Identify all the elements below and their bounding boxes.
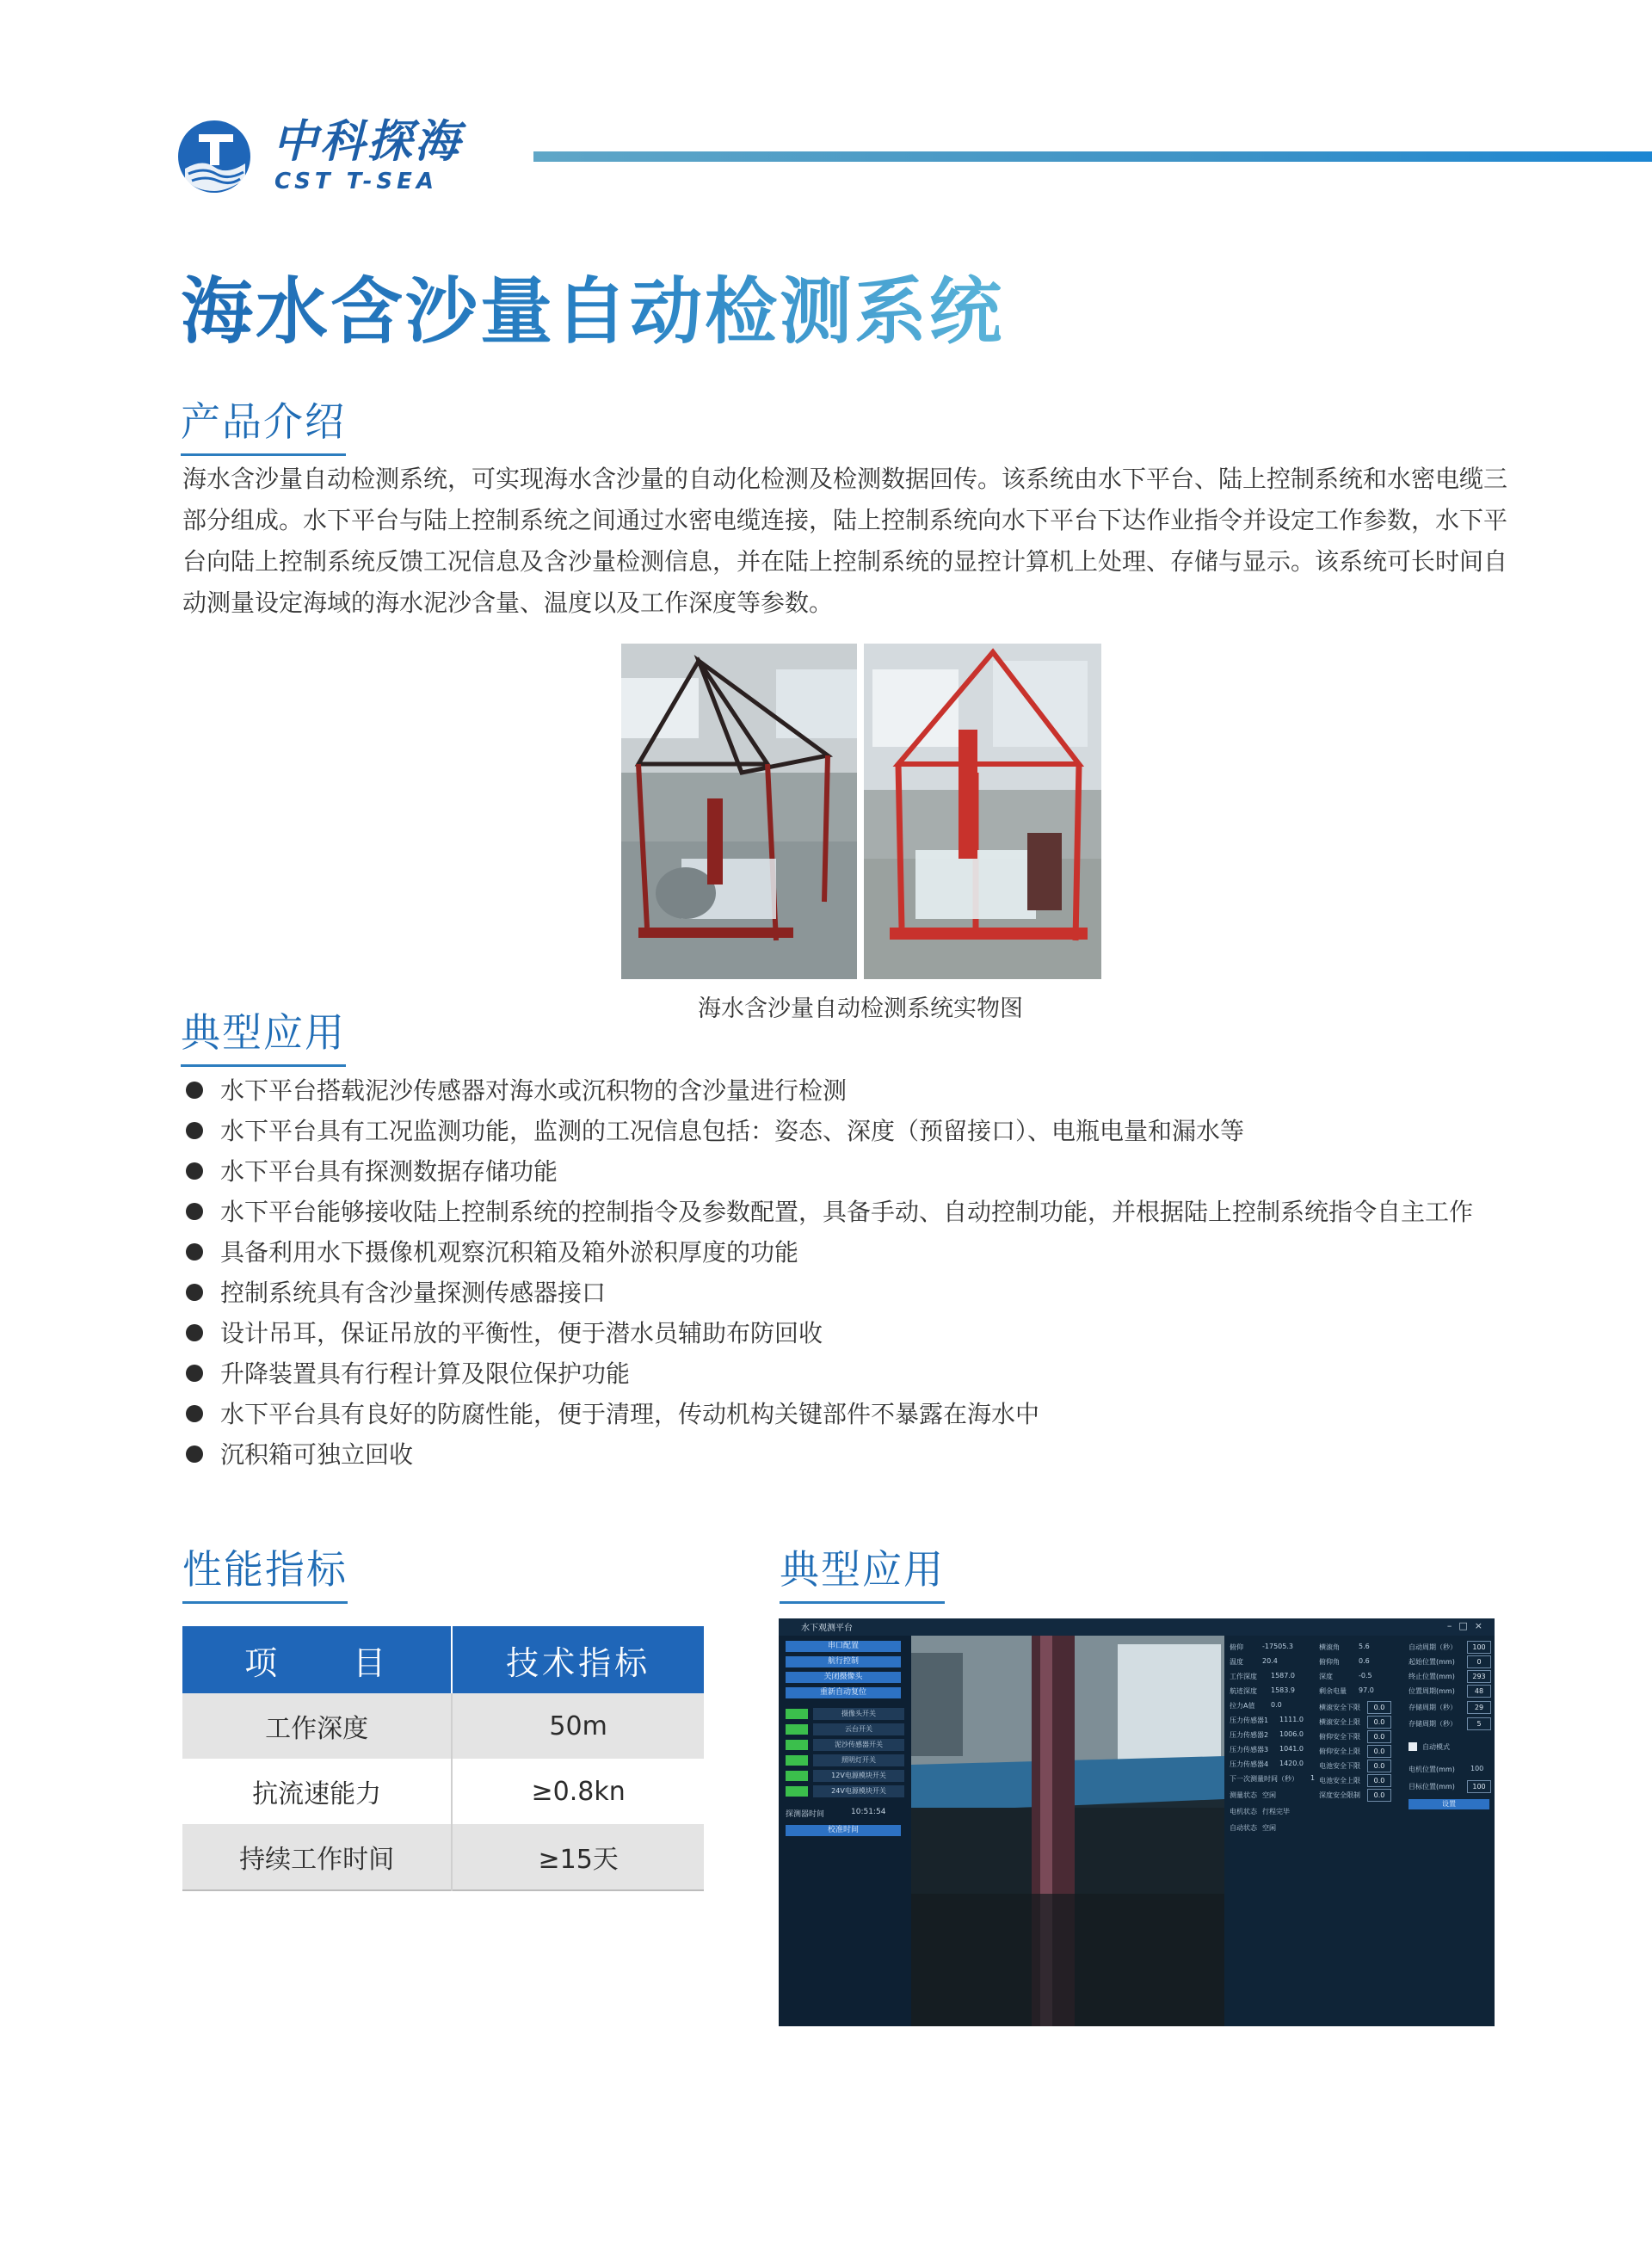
nav-control-button[interactable]: 航行控制 bbox=[786, 1656, 901, 1667]
switch-row[interactable] bbox=[786, 1754, 906, 1766]
table-cell-item: 持续工作时间 bbox=[182, 1824, 452, 1890]
switch-row[interactable] bbox=[786, 1770, 906, 1782]
photo-caption: 海水含沙量自动检测系统实物图 bbox=[698, 995, 1023, 1022]
param-input[interactable]: 0 bbox=[1467, 1655, 1491, 1668]
list-item bbox=[182, 1111, 1525, 1151]
table-header-item: 项 目 bbox=[182, 1626, 452, 1693]
telemetry-value: 空闲 bbox=[1262, 1791, 1276, 1799]
telemetry-label: 电池安全上限 bbox=[1319, 1777, 1360, 1784]
param-label: 起始位置(mm) bbox=[1409, 1658, 1455, 1666]
window-title: 水下观测平台 bbox=[801, 1624, 853, 1633]
telemetry-value: 1041.0 bbox=[1279, 1745, 1304, 1753]
telemetry-label: 测量状态 bbox=[1230, 1791, 1257, 1799]
telemetry-value: 1420.0 bbox=[1279, 1760, 1304, 1767]
param-input[interactable]: 293 bbox=[1467, 1670, 1491, 1683]
table-cell-item: 抗流速能力 bbox=[182, 1759, 452, 1824]
telemetry-label: 压力传感器4 bbox=[1230, 1760, 1269, 1768]
telemetry-label: 俯仰 bbox=[1230, 1643, 1243, 1651]
applications-list bbox=[182, 1070, 1525, 1475]
telemetry-label: 深度安全限制 bbox=[1319, 1791, 1360, 1799]
toggle-switch[interactable] bbox=[786, 1709, 808, 1719]
camera-view bbox=[911, 1636, 1224, 2026]
limit-input[interactable]: 0.0 bbox=[1367, 1774, 1391, 1787]
telemetry-value: 5.6 bbox=[1359, 1643, 1370, 1650]
reset-button[interactable]: 重新自动复位 bbox=[786, 1687, 901, 1698]
switch-label: 摄像头开关 bbox=[813, 1708, 904, 1720]
param-input[interactable]: 100 bbox=[1467, 1641, 1491, 1654]
toggle-switch[interactable] bbox=[786, 1724, 808, 1735]
telemetry-label: 电机状态 bbox=[1230, 1808, 1257, 1815]
telemetry-value: 空闲 bbox=[1262, 1824, 1276, 1832]
param-label: 存储周期（秒） bbox=[1409, 1704, 1457, 1711]
limit-input[interactable]: 0.0 bbox=[1367, 1789, 1391, 1802]
limit-input[interactable]: 0.0 bbox=[1367, 1760, 1391, 1772]
bullet-icon bbox=[186, 1365, 203, 1382]
switch-label: 泥沙传感器开关 bbox=[813, 1739, 904, 1751]
table-cell-item: 工作深度 bbox=[182, 1693, 452, 1759]
list-item-text: 沉积箱可独立回收 bbox=[220, 1440, 414, 1469]
logo-mark-icon bbox=[176, 119, 252, 194]
motor-position-label: 电机位置(mm) bbox=[1409, 1766, 1455, 1773]
telemetry-value: -0.5 bbox=[1359, 1672, 1372, 1680]
product-photo-left bbox=[621, 644, 857, 979]
list-item-text: 水下平台搭载泥沙传感器对海水或沉积物的含沙量进行检测 bbox=[220, 1076, 848, 1105]
telemetry-label: 深度 bbox=[1319, 1673, 1333, 1680]
bullet-icon bbox=[186, 1284, 203, 1301]
telemetry-label: 横滚角 bbox=[1319, 1643, 1340, 1651]
telemetry-value: 1111.0 bbox=[1279, 1716, 1304, 1723]
telemetry-label: 工作深度 bbox=[1230, 1673, 1257, 1680]
time-label: 探测器时间 bbox=[786, 1810, 825, 1819]
motor-position-value: 100 bbox=[1470, 1765, 1484, 1772]
bullet-icon bbox=[186, 1405, 203, 1422]
bullet-icon bbox=[186, 1324, 203, 1341]
table-cell-value: ≥0.8kn bbox=[452, 1759, 704, 1824]
table-row bbox=[182, 1759, 704, 1824]
telemetry-label: 拉力A值 bbox=[1230, 1702, 1255, 1710]
list-item-text: 水下平台具有探测数据存储功能 bbox=[220, 1157, 558, 1186]
telemetry-label: 横滚安全下限 bbox=[1319, 1704, 1360, 1711]
telemetry-value: 0.0 bbox=[1271, 1701, 1282, 1709]
list-item-text: 水下平台具有工况监测功能，监测的工况信息包括：姿态、深度（预留接口）、电瓶电量和漏水等 bbox=[220, 1117, 1245, 1145]
serial-config-button[interactable]: 串口配置 bbox=[786, 1641, 901, 1652]
table-row bbox=[182, 1824, 704, 1890]
target-position-input[interactable]: 100 bbox=[1467, 1780, 1491, 1793]
telemetry-value: 行程完毕 bbox=[1262, 1808, 1290, 1815]
switch-label: 照明灯开关 bbox=[813, 1754, 904, 1766]
telemetry-label: 压力传感器2 bbox=[1230, 1731, 1269, 1739]
window-titlebar bbox=[779, 1618, 1495, 1636]
control-panel bbox=[779, 1636, 911, 2026]
toggle-switch[interactable] bbox=[786, 1771, 808, 1781]
set-button[interactable]: 设置 bbox=[1409, 1799, 1489, 1809]
telemetry-label: 航迹深度 bbox=[1230, 1687, 1257, 1695]
switch-row[interactable] bbox=[786, 1708, 906, 1720]
table-header-value: 技术指标 bbox=[452, 1626, 704, 1693]
section-heading-applications: 典型应用 bbox=[181, 1009, 346, 1056]
software-screenshot bbox=[779, 1618, 1495, 2026]
telemetry-value: 97.0 bbox=[1359, 1686, 1374, 1694]
list-item-text: 升降装置具有行程计算及限位保护功能 bbox=[220, 1359, 631, 1388]
close-camera-button[interactable]: 关闭摄像头 bbox=[786, 1672, 901, 1683]
param-label: 自动周期（秒） bbox=[1409, 1643, 1457, 1651]
switch-label: 24V电源模块开关 bbox=[813, 1785, 904, 1797]
toggle-switch[interactable] bbox=[786, 1755, 808, 1766]
product-photo-right bbox=[864, 644, 1101, 979]
time-value: 10:51:54 bbox=[851, 1808, 886, 1816]
limit-input[interactable]: 0.0 bbox=[1367, 1701, 1391, 1714]
param-input[interactable]: 29 bbox=[1467, 1701, 1491, 1714]
brand-name-cn: 中科探海 bbox=[273, 116, 463, 168]
telemetry-label: 剩余电量 bbox=[1319, 1687, 1347, 1695]
param-input[interactable]: 5 bbox=[1467, 1717, 1491, 1730]
list-item-text: 设计吊耳，保证吊放的平衡性，便于潜水员辅助布防回收 bbox=[220, 1319, 823, 1347]
telemetry-label: 电池安全下限 bbox=[1319, 1762, 1360, 1770]
telemetry-value: 0.6 bbox=[1359, 1657, 1370, 1665]
param-label: 终止位置(mm) bbox=[1409, 1673, 1455, 1680]
list-item bbox=[182, 1192, 1525, 1232]
bullet-icon bbox=[186, 1162, 203, 1180]
page-title: 海水含沙量自动检测系统 bbox=[181, 269, 1005, 354]
section-heading-applications-2: 典型应用 bbox=[780, 1546, 945, 1593]
list-item bbox=[182, 1151, 1525, 1192]
telemetry-label: 横滚安全上限 bbox=[1319, 1718, 1360, 1726]
telemetry-label: 俯仰角 bbox=[1319, 1658, 1340, 1666]
telemetry-label: 下一次测量时间（秒） bbox=[1230, 1775, 1298, 1783]
bullet-icon bbox=[186, 1243, 203, 1261]
param-label: 存储周期（秒） bbox=[1409, 1720, 1457, 1728]
brand-name-en: CST T-SEA bbox=[274, 169, 438, 194]
section-heading-specs: 性能指标 bbox=[182, 1546, 348, 1593]
list-item-text: 具备利用水下摄像机观察沉积箱及箱外淤积厚度的功能 bbox=[220, 1238, 799, 1267]
table-cell-value: ≥15天 bbox=[452, 1824, 704, 1890]
table-cell-value: 50m bbox=[452, 1693, 704, 1759]
list-item bbox=[182, 1434, 1525, 1475]
telemetry-label: 俯仰安全上限 bbox=[1319, 1747, 1360, 1755]
target-position-label: 目标位置(mm) bbox=[1409, 1783, 1455, 1791]
param-input[interactable]: 48 bbox=[1467, 1685, 1491, 1698]
telemetry-label: 压力传感器1 bbox=[1230, 1717, 1269, 1724]
telemetry-value: 1006.0 bbox=[1279, 1730, 1304, 1738]
list-item bbox=[182, 1394, 1525, 1434]
list-item-text: 水下平台具有良好的防腐性能，便于清理，传动机构关键部件不暴露在海水中 bbox=[220, 1400, 1040, 1428]
bullet-icon bbox=[186, 1445, 203, 1463]
sync-time-button[interactable]: 校准时间 bbox=[786, 1825, 901, 1836]
list-item-text: 水下平台能够接收陆上控制系统的控制指令及参数配置，具备手动、自动控制功能，并根据陆上控制系统指令自主工作 bbox=[220, 1198, 1474, 1226]
list-item bbox=[182, 1232, 1525, 1273]
switch-row[interactable] bbox=[786, 1739, 906, 1751]
telemetry-value: 20.4 bbox=[1262, 1657, 1278, 1665]
bullet-icon bbox=[186, 1082, 203, 1099]
telemetry-label: 温度 bbox=[1230, 1658, 1243, 1666]
limit-input[interactable]: 0.0 bbox=[1367, 1730, 1391, 1743]
telemetry-label: 自动状态 bbox=[1230, 1824, 1257, 1832]
auto-mode-label: 自动模式 bbox=[1422, 1743, 1450, 1751]
switch-row[interactable] bbox=[786, 1723, 906, 1735]
switch-label: 云台开关 bbox=[813, 1723, 904, 1735]
telemetry-panel bbox=[1224, 1636, 1495, 2026]
list-item bbox=[182, 1273, 1525, 1313]
toggle-switch[interactable] bbox=[786, 1740, 808, 1750]
switch-row[interactable] bbox=[786, 1785, 906, 1797]
list-item bbox=[182, 1313, 1525, 1353]
limit-input[interactable]: 0.0 bbox=[1367, 1745, 1391, 1758]
param-label: 位置周期(mm) bbox=[1409, 1687, 1455, 1695]
telemetry-value: 1 bbox=[1310, 1774, 1316, 1782]
bullet-icon bbox=[186, 1122, 203, 1139]
limit-input[interactable]: 0.0 bbox=[1367, 1716, 1391, 1729]
telemetry-value: 1583.9 bbox=[1271, 1686, 1295, 1694]
header-divider bbox=[533, 151, 1652, 162]
intro-paragraph: 海水含沙量自动检测系统，可实现海水含沙量的自动化检测及检测数据回传。该系统由水下平台、陆上控制系统和水密电缆三部分组成。水下平台与陆上控制系统之间通过水密电缆连接，陆上控制系统向水下平台下达作业指令并设定工作参数，水下平台向陆上控制系统反馈工况信息及含沙量检测信息，并在陆上控制系统的显控计算机上处理、存储与显示。该系统可长时间自动测量设定海域的海水泥沙含量、温度以及工作深度等参数。 bbox=[182, 465, 1508, 617]
table-row bbox=[182, 1693, 704, 1759]
list-item-text: 控制系统具有含沙量探测传感器接口 bbox=[220, 1279, 607, 1307]
telemetry-value: -17505.3 bbox=[1262, 1643, 1293, 1650]
auto-mode-checkbox[interactable] bbox=[1409, 1742, 1417, 1751]
telemetry-label: 压力传感器3 bbox=[1230, 1746, 1269, 1754]
window-controls-icon: –□× bbox=[1446, 1620, 1489, 1631]
brand-logo bbox=[176, 112, 486, 198]
switch-label: 12V电源模块开关 bbox=[813, 1770, 904, 1782]
toggle-switch[interactable] bbox=[786, 1786, 808, 1797]
telemetry-label: 俯仰安全下限 bbox=[1319, 1733, 1360, 1741]
telemetry-value: 1587.0 bbox=[1271, 1672, 1295, 1680]
section-heading-intro: 产品介绍 bbox=[181, 398, 346, 445]
list-item bbox=[182, 1070, 1525, 1111]
list-item bbox=[182, 1353, 1525, 1394]
bullet-icon bbox=[186, 1203, 203, 1220]
spec-table bbox=[182, 1626, 704, 1891]
